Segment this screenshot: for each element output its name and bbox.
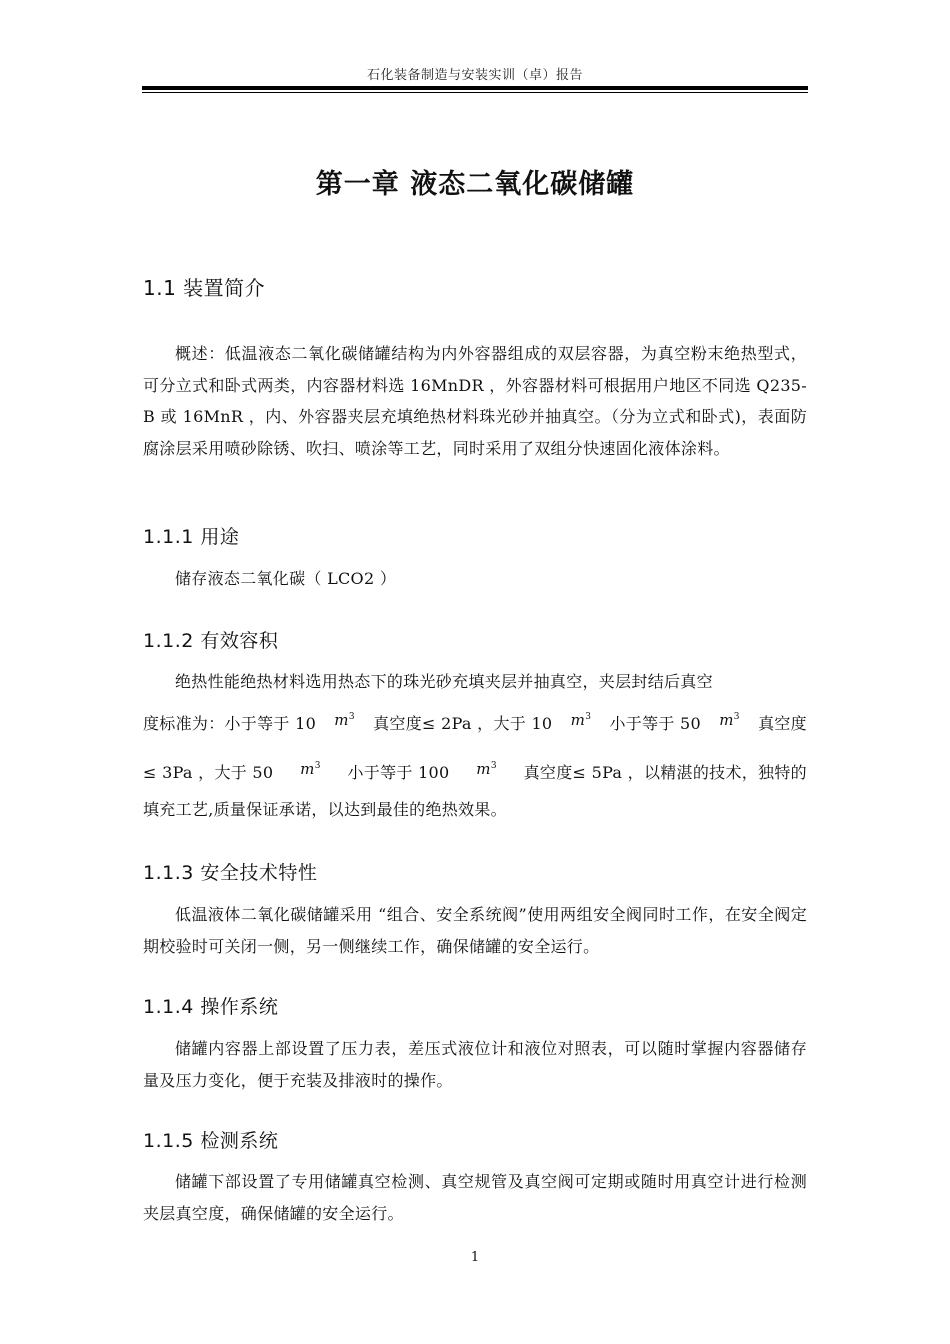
line3-text-a: ≤ 3Pa ，大于 50 bbox=[143, 763, 274, 782]
line2-text-d: 真空度 bbox=[758, 714, 807, 733]
header-rule-thin bbox=[142, 92, 808, 93]
header-rule-thick bbox=[142, 86, 808, 90]
cubic-meter-unit: $m^3$ bbox=[334, 711, 355, 729]
section-1-1-2-line-1: 绝热性能绝热材料选用热态下的珠光砂充填夹层并抽真空，夹层封结后真空 bbox=[175, 672, 713, 691]
cubic-meter-unit: $m^3$ bbox=[476, 760, 497, 778]
section-heading-1-1-4: 1.1.4 操作系统 bbox=[143, 996, 279, 1018]
section-heading-1-1-3: 1.1.3 安全技术特性 bbox=[143, 862, 318, 884]
section-1-1-2-line-4: 填充工艺,质量保证承诺，以达到最佳的绝热效果。 bbox=[143, 800, 507, 819]
section-heading-1-1-5: 1.1.5 检测系统 bbox=[143, 1130, 279, 1152]
section-heading-1-1-2: 1.1.2 有效容积 bbox=[143, 630, 279, 652]
section-1-1-2-line-2 bbox=[143, 711, 807, 734]
section-1-1-2-line-3 bbox=[143, 760, 807, 783]
cubic-meter-unit: $m^3$ bbox=[719, 711, 740, 729]
section-1-1-4-paragraph: 储罐内容器上部设置了压力表，差压式液位计和液位对照表，可以随时掌握内容器储存量及压力变化，便于充装及排液时的操作。 bbox=[143, 1039, 807, 1090]
line3-text-c: 真空度≤ 5Pa ，以精湛的技术，独特的 bbox=[523, 763, 807, 782]
section-1-1-1-paragraph: 储存液态二氧化碳（ LCO2 ） bbox=[175, 569, 397, 588]
line2-text-c: 小于等于 50 bbox=[609, 714, 702, 733]
page-number: 1 bbox=[470, 1250, 480, 1265]
line3-text-b: 小于等于 100 bbox=[347, 763, 450, 782]
cubic-meter-unit: $m^3$ bbox=[300, 760, 321, 778]
running-header: 石化装备制造与安装实训（卓）报告 bbox=[366, 68, 583, 83]
section-1-1-5-paragraph: 储罐下部设置了专用储罐真空检测、真空规管及真空阀可定期或随时用真空计进行检测夹层真空度，确保储罐的安全运行。 bbox=[143, 1172, 807, 1223]
line2-text-a: 度标准为：小于等于 10 bbox=[143, 714, 317, 733]
section-1-1-3-paragraph: 低温液体二氧化碳储罐采用 “组合、安全系统阀”使用两组安全阀同时工作，在安全阀定期校验时可关闭一侧，另一侧继续工作，确保储罐的安全运行。 bbox=[143, 905, 807, 956]
line2-text-b: 真空度≤ 2Pa ，大于 10 bbox=[373, 714, 553, 733]
section-heading-1-1: 1.1 装置简介 bbox=[143, 276, 266, 300]
section-1-1-paragraph: 概述：低温液态二氧化碳储罐结构为内外容器组成的双层容器，为真空粉末绝热型式，可分立式和卧式两类，内容器材料选 16MnDR ，外容器材料可根据用户地区不同选 Q235-B 或 16MnR ，内、外容器夹层充填绝热材料珠光砂并抽真空。（分为立式和卧式)，表面防腐涂层采用喷砂除锈、吹扫、喷涂等工艺，同时采用了双组分快速固化液体涂料。 bbox=[143, 344, 807, 458]
chapter-title: 第一章 液态二氧化碳储罐 bbox=[315, 169, 635, 200]
cubic-meter-unit: $m^3$ bbox=[570, 711, 592, 729]
section-heading-1-1-1: 1.1.1 用途 bbox=[143, 526, 240, 548]
